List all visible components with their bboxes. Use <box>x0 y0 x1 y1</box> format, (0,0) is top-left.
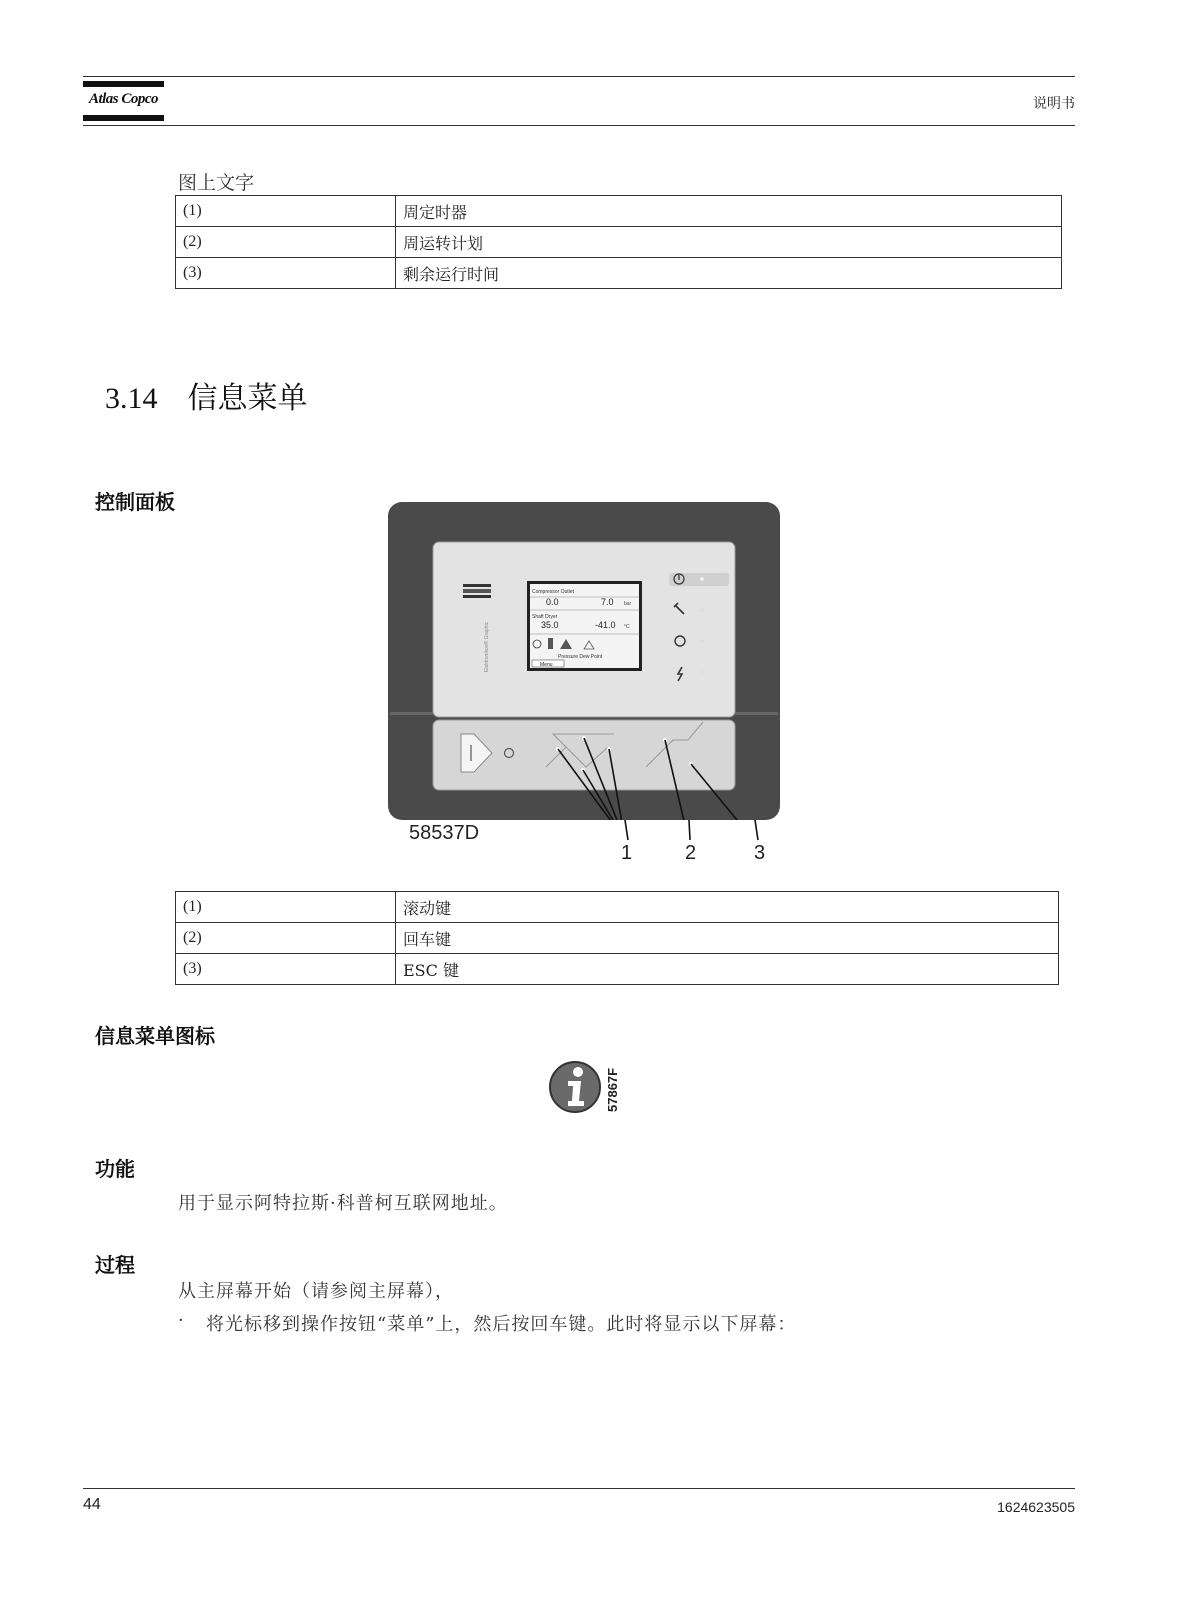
row-ref: (1) <box>176 196 396 227</box>
logo-bar-bottom <box>83 115 164 121</box>
section-number: 3.14 <box>105 382 158 415</box>
row-ref: (2) <box>176 227 396 258</box>
document-number: 1624623505 <box>997 1499 1075 1515</box>
row-text: ESC 键 <box>396 954 1059 985</box>
screen-row2-label: Shaft Dryer <box>532 614 558 620</box>
screen-row1-unit: bar <box>624 601 632 607</box>
procedure-line-2: 将光标移到操作按钮“菜单”上，然后按回车键。此时将显示以下屏幕： <box>206 1314 797 1335</box>
document-type: 说明书 <box>1033 96 1075 112</box>
procedure-line-1: 从主屏幕开始（请参阅主屏幕）， <box>178 1281 454 1302</box>
callout-lines-tail <box>560 820 780 842</box>
atlas-copco-logo <box>83 81 164 122</box>
row-text: 周运转计划 <box>396 227 1062 258</box>
logo-text: Atlas Copco <box>88 91 159 107</box>
row-text: 滚动键 <box>396 892 1059 923</box>
control-panel-image <box>388 502 780 820</box>
figure-code: 58537D <box>409 822 480 844</box>
key-legend-table <box>175 891 1059 985</box>
function-heading: 功能 <box>95 1157 135 1181</box>
table-row <box>176 923 1059 954</box>
row-text: 周定时器 <box>396 196 1062 227</box>
callout-2: 2 <box>685 842 697 864</box>
control-panel-heading: 控制面板 <box>95 490 175 514</box>
icon-code-label <box>601 1062 623 1114</box>
screen-row2-right: -41.0 <box>595 620 616 630</box>
section-title-text: 信息菜单 <box>187 381 308 416</box>
svg-text:Elektronikon® Graphic: Elektronikon® Graphic <box>484 621 490 672</box>
row-ref: (3) <box>176 954 396 985</box>
function-text: 用于显示阿特拉斯·科普柯互联网地址。 <box>178 1193 508 1214</box>
header-rule-top <box>83 76 1075 77</box>
figure-text-table <box>175 195 1062 289</box>
info-menu-icon-heading: 信息菜单图标 <box>95 1024 215 1048</box>
row-text: 回车键 <box>396 923 1059 954</box>
table-row <box>176 258 1062 289</box>
table-row <box>176 227 1062 258</box>
row-ref: (3) <box>176 258 396 289</box>
screen-row1-label: Compressor Outlet <box>532 589 574 595</box>
screen-row1-left: 0.0 <box>546 597 559 607</box>
section-title <box>105 373 308 417</box>
page-number: 44 <box>83 1496 101 1513</box>
table-row <box>176 954 1059 985</box>
screen-menu-button: Menu <box>540 662 553 668</box>
row-ref: (2) <box>176 923 396 954</box>
screen-row2-unit: °C <box>624 624 630 630</box>
callout-3: 3 <box>754 842 766 864</box>
info-icon <box>549 1059 601 1115</box>
screen-row2-left: 35.0 <box>541 620 559 630</box>
icon-code: 57867F <box>605 1067 620 1112</box>
row-text: 剩余运行时间 <box>396 258 1062 289</box>
table-caption: 图上文字 <box>178 172 255 194</box>
table-row <box>176 196 1062 227</box>
footer-rule <box>83 1488 1075 1489</box>
header-rule-bottom <box>83 125 1075 126</box>
screen-status-text: Pressure Dew Point <box>558 654 603 660</box>
row-ref: (1) <box>176 892 396 923</box>
logo-bar-top <box>83 81 164 87</box>
screen-row1-right: 7.0 <box>601 597 614 607</box>
procedure-heading: 过程 <box>95 1253 135 1277</box>
bullet-marker: · <box>178 1310 185 1331</box>
table-row <box>176 892 1059 923</box>
control-panel-drawing <box>388 502 780 820</box>
callout-1: 1 <box>621 842 633 864</box>
